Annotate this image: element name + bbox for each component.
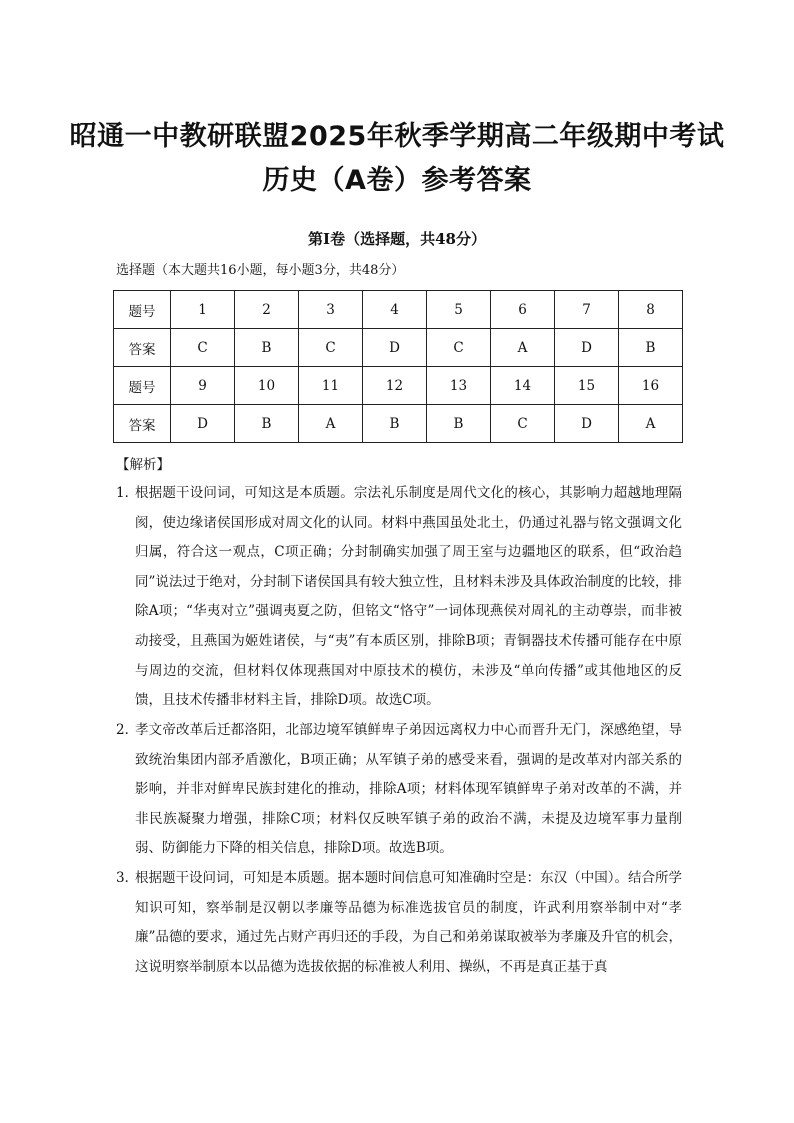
answer-cell: C	[299, 329, 363, 367]
question-number-cell: 6	[491, 291, 555, 329]
row-header-answer: 答案	[114, 405, 171, 443]
analysis-item-1	[116, 479, 682, 716]
question-number-cell: 10	[235, 367, 299, 405]
analysis-item-number: 2．	[116, 722, 139, 738]
table-row-answers-1	[114, 329, 683, 367]
analysis-item-3	[116, 864, 682, 982]
answer-cell: B	[235, 405, 299, 443]
analysis-item-2	[116, 716, 682, 864]
question-number-cell: 16	[619, 367, 683, 405]
row-header-question: 题号	[114, 367, 171, 405]
question-number-cell: 8	[619, 291, 683, 329]
answer-cell: D	[555, 405, 619, 443]
answer-cell: A	[619, 405, 683, 443]
question-number-cell: 7	[555, 291, 619, 329]
question-number-cell: 12	[363, 367, 427, 405]
answer-cell: C	[491, 405, 555, 443]
answer-cell: C	[171, 329, 235, 367]
answer-cell: D	[555, 329, 619, 367]
question-number-cell: 1	[171, 291, 235, 329]
table-row-questions-1	[114, 291, 683, 329]
question-number-cell: 4	[363, 291, 427, 329]
analysis-item-text: 孝文帝改革后迁都洛阳，北部边境军镇鲜卑子弟因远离权力中心而晋升无门，深感绝望，导致统治集团内部矛盾激化，B项正确；从军镇子弟的感受来看，强调的是改革对内部关系的影响，并非对鲜卑民族封建化的推动，排除A项；材料体现军镇鲜卑子弟对改革的不满，并非民族凝聚力增强，排除C项；材料仅反映军镇子弟的政治不满，未提及边境军事力量削弱、防御能力下降的相关信息，排除D项。故选B项。	[135, 722, 682, 857]
answer-cell: A	[299, 405, 363, 443]
instructions: 选择题（本大题共16小题，每小题3分，共48分）	[116, 263, 405, 278]
table-row-questions-2	[114, 367, 683, 405]
analysis-heading: 【解析】	[116, 457, 170, 473]
answer-cell: C	[427, 329, 491, 367]
answer-cell: A	[491, 329, 555, 367]
question-number-cell: 13	[427, 367, 491, 405]
question-number-cell: 2	[235, 291, 299, 329]
question-number-cell: 9	[171, 367, 235, 405]
analysis-item-number: 1．	[116, 485, 139, 501]
row-header-answer: 答案	[114, 329, 171, 367]
table-row-answers-2	[114, 405, 683, 443]
document-title-line1: 昭通一中教研联盟2025年秋季学期高二年级期中考试	[69, 121, 725, 152]
question-number-cell: 11	[299, 367, 363, 405]
question-number-cell: 5	[427, 291, 491, 329]
answer-cell: B	[427, 405, 491, 443]
document-title-line2: 历史（A卷）参考答案	[262, 165, 532, 196]
answer-cell: D	[171, 405, 235, 443]
answer-table	[113, 290, 683, 443]
analysis-item-text: 根据题干设问词，可知是本质题。据本题时间信息可知准确时空是：东汉（中国）。结合所学知识可知，察举制是汉朝以孝廉等品德为标准选拔官员的制度，许武利用察举制中对“孝廉”品德的要求，通过先占财产再归还的手段，为自己和弟弟谋取被举为孝廉及升官的机会，这说明察举制原本以品德为选拔依据的标准被人利用、操纵，不再是真正基于真	[135, 870, 682, 975]
answer-cell: B	[619, 329, 683, 367]
section-title: 第Ⅰ卷（选择题，共48分）	[308, 230, 486, 248]
question-number-cell: 3	[299, 291, 363, 329]
question-number-cell: 15	[555, 367, 619, 405]
answer-cell: B	[235, 329, 299, 367]
answer-cell: D	[363, 329, 427, 367]
row-header-question: 题号	[114, 291, 171, 329]
analysis-item-number: 3．	[116, 870, 139, 886]
answer-cell: B	[363, 405, 427, 443]
question-number-cell: 14	[491, 367, 555, 405]
analysis-item-text: 根据题干设问词，可知这是本质题。宗法礼乐制度是周代文化的核心，其影响力超越地理隔阂，使边缘诸侯国形成对周文化的认同。材料中燕国虽处北土，仍通过礼器与铭文强调文化归属，符合这一观点，C项正确；分封制确实加强了周王室与边疆地区的联系，但“政治趋同”说法过于绝对，分封制下诸侯国具有较大独立性，且材料未涉及具体政治制度的比较，排除A项；“华夷对立”强调夷夏之防，但铭文“恪守”一词体现燕侯对周礼的主动尊崇，而非被动接受，且燕国为姬姓诸侯，与“夷”有本质区别，排除B项；青铜器技术传播可能存在中原与周边的交流，但材料仅体现燕国对中原技术的模仿，未涉及“单向传播”或其他地区的反馈，且技术传播非材料主旨，排除D项。故选C项。	[135, 485, 682, 709]
